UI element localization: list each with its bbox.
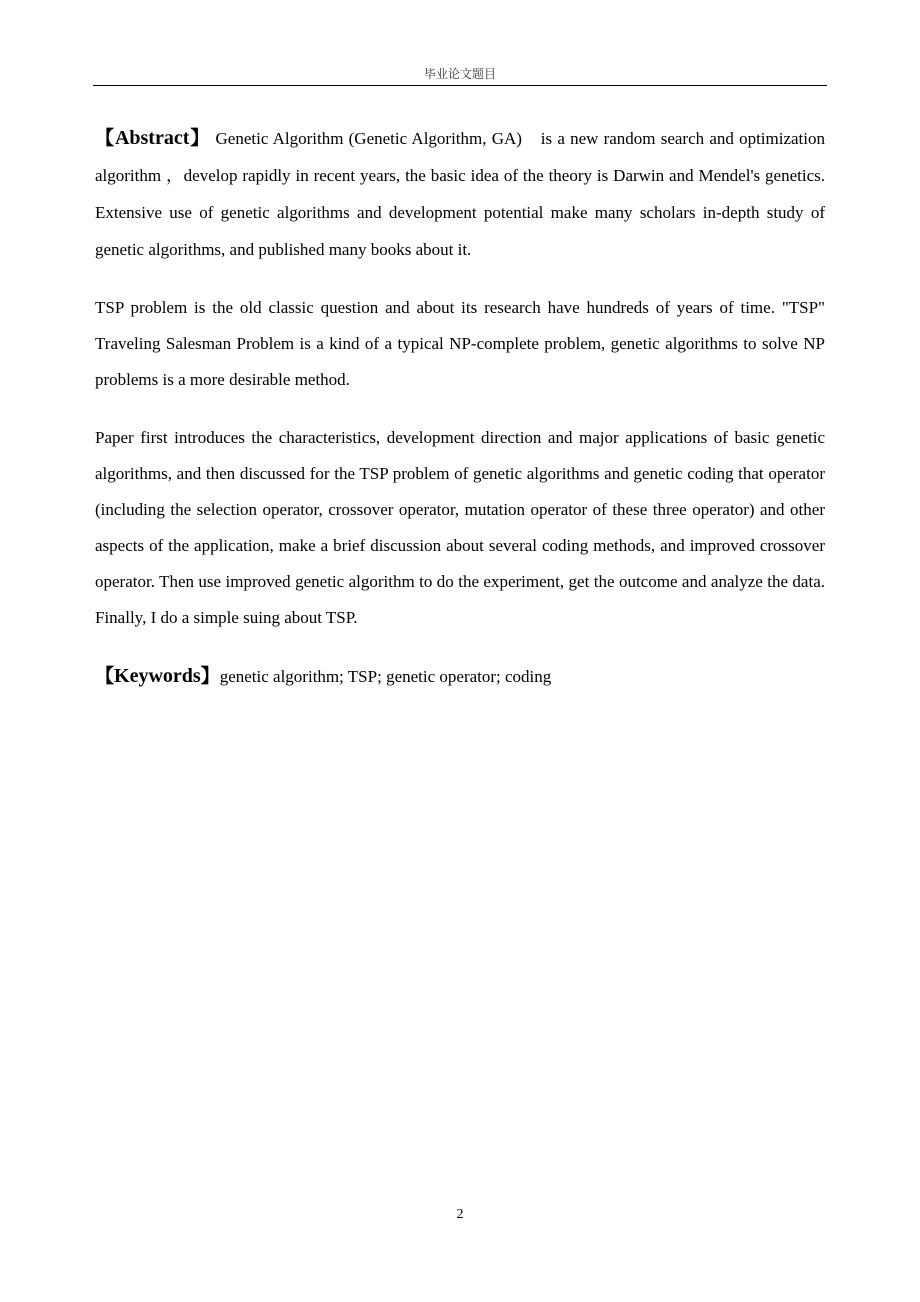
page-number: 2 bbox=[456, 1207, 464, 1222]
abstract-section bbox=[95, 120, 825, 695]
abstract-text-1: Genetic Algorithm (Genetic Algorithm, GA) is a new random search and optimization algorithm ，develop rapidly in recent years, the basic idea of the theory is Darwin and Mendel's genetics. Extensive use of genetic algorithms and development potential make many scholars in-depth study of genetic algorithms, and published many books about it. bbox=[95, 129, 825, 259]
keywords-text: genetic algorithm; TSP; genetic operator; coding bbox=[219, 667, 552, 686]
running-header-title: 毕业论文题目 bbox=[423, 67, 496, 81]
abstract-paragraph-3: Paper first introduces the characteristics, development direction and major applications of basic genetic algorithms, and then discussed for the TSP problem of genetic algorithms and genetic coding that operator (including the selection operator, crossover operator, mutation operator of these three operator) and other aspects of the application, make a brief discussion about several coding methods, and improved crossover operator. Then use improved genetic algorithm to do the experiment, get the outcome and analyze the data. Finally, I do a simple suing about TSP. bbox=[95, 428, 825, 627]
right-bracket: 】 bbox=[200, 665, 220, 687]
left-bracket: 【 bbox=[95, 665, 115, 687]
abstract-paragraph-2: TSP problem is the old classic question and about its research have hundreds of years of time. "TSP" Traveling Salesman Problem is a kind of a typical NP-complete problem, genetic algorithms to solve NP problems is a more desirable method. bbox=[95, 298, 825, 389]
left-bracket: 【 bbox=[95, 127, 115, 149]
abstract-paragraph-1 bbox=[95, 120, 825, 268]
header-rule bbox=[93, 85, 827, 86]
keywords-line bbox=[95, 658, 825, 695]
keywords-label: Keywords bbox=[114, 665, 201, 687]
right-bracket: 】 bbox=[189, 127, 211, 149]
abstract-label: Abstract bbox=[114, 127, 190, 149]
